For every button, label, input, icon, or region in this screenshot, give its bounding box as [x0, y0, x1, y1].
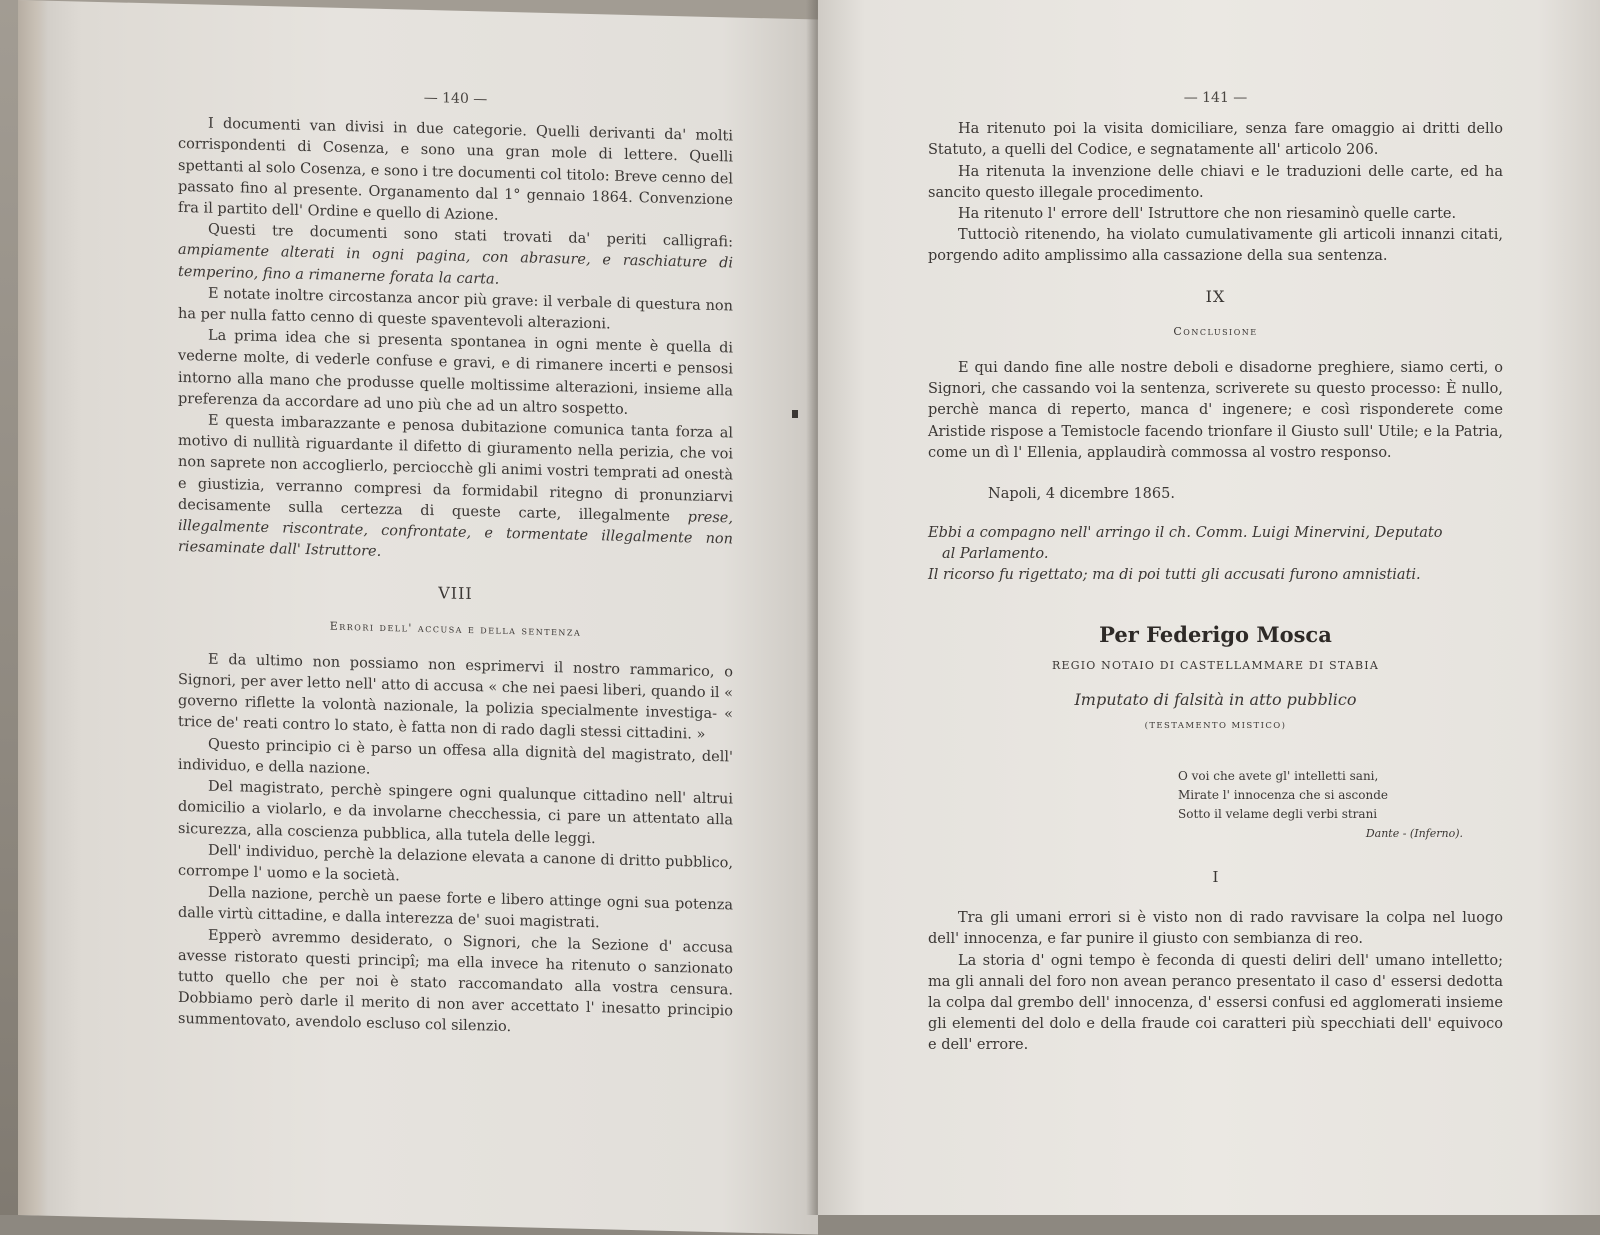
paragraph: E da ultimo non possiamo non esprimervi il nostro rammarico, o Signori, per aver letto nell' atto di accusa « che nei paesi liberi, quando il « governo riflette la volontà nazionale, la polizia specialmente investiga- « trice de' reati contro lo stato, è fatta non di rado dagli stessi cittadini. »	[178, 651, 733, 744]
note-line: Ebbi a compagno nell' arringo il ch. Comm. Luigi Minervini, Deputato	[928, 525, 1443, 542]
paragraph: Del magistrato, perchè spingere ogni qualunque cittadino nell' altrui domicilio a violarlo, e da involarne checchessia, ci pare un attentato alla sicurezza, alla coscienza pubblica, alla tutela delle leggi.	[178, 778, 733, 847]
section-title: Errori dell' accusa e della sentenza	[329, 619, 582, 639]
paragraph: Dell' individuo, perchè la delazione elevata a canone di dritto pubblico, corrompe l' uomo e la società.	[178, 842, 733, 885]
date-line: Napoli, 4 dicembre 1865.	[988, 486, 1175, 503]
left-page-content	[178, 82, 733, 1044]
paragraph: Ha ritenuto l' errore dell' Istruttore che non riesaminò quelle carte.	[958, 206, 1457, 223]
paragraph: E notate inoltre circostanza ancor più grave: il verbale di questura non ha per nulla fatto cenno di queste spaventevoli alterazioni.	[178, 285, 733, 333]
chapter-subheading: REGIO NOTAIO DI CASTELLAMMARE DI STABIA	[1052, 659, 1379, 673]
paragraph: Ha ritenuto poi la visita domiciliare, senza fare omaggio ai dritti dello Statuto, a quelli del Codice, e segnatamente all' articolo 206.	[928, 121, 1503, 159]
page-edges	[18, 0, 48, 1216]
paragraph: La storia d' ogni tempo è feconda di questi deliri dell' umano intelletto; ma gli annali del foro non avean peranco presentato il caso d' essersi dedotta la colpa dal grembo dell' innocenza, d' essersi confusi ed agglomerati insieme gli elementi del dolo e della fraude coi caratteri più specchiati dell' equivoco e dell' errore.	[928, 952, 1503, 1054]
section-number: I	[1212, 868, 1219, 887]
paragraph: Della nazione, perchè un paese forte e libero attinge ogni sua potenza dalle virtù cittadine, e dalla interezza de' suoi magistrati.	[178, 884, 733, 932]
italic-quote: ampiamente alterati in ogni pagina, con abrasure, e raschiature di temperino, fino a rimanerne forata la carta.	[178, 242, 733, 288]
paragraph-text: E questa imbarazzante e penosa dubitazione comunica tanta forza al motivo di nullità riguardante il difetto di giuramento nella perizia, che voi non saprete non accoglierlo, perciocchè gli animi vostri temprati ad onestà e giustizia, verranno compresi da formidabil ritegno di pronunziarvi decisamente sulla certezza di queste carte, illegalmente	[178, 412, 733, 525]
ink-mark	[792, 410, 798, 418]
paragraph: Ha ritenuta la invenzione delle chiavi e le traduzioni delle carte, ed ha sancito questo illegale procedimento.	[928, 163, 1503, 201]
chapter-italic-subtitle: Imputato di falsità in atto pubblico	[1074, 689, 1357, 709]
paragraph	[178, 410, 733, 572]
paragraph: Tuttociò ritenendo, ha violato cumulativamente gli articoli innanzi citati, porgendo adito amplissimo alla cassazione della sua sentenza.	[928, 227, 1503, 265]
paragraph-text: Questi tre documenti sono stati trovati da' periti calligrafi:	[208, 221, 733, 251]
footnote-block	[928, 523, 1503, 586]
paragraph: La prima idea che si presenta spontanea in ogni mente è quella di vederne molte, di vederle confuse e gravi, e di rimanere incerti e pensosi intorno alla mano che produsse quelle moltissime alterazioni, insieme alla preferenza da accordare ad uno più che ad un altro sospetto.	[178, 327, 733, 418]
section-title: Conclusione	[1173, 324, 1258, 338]
epigraph-attribution: Dante - (Inferno).	[1365, 827, 1463, 841]
paragraph: Epperò avremmo desiderato, o Signori, che la Sezione d' accusa avesse ristorato questi principî; ma ella invece ha ritenuto o sanzionato tutto quello che per noi è stato raccomandato alla vostra censura. Dobbiamo però darle il merito di non aver accettato l' inesatto principio summentovato, avendolo escluso col silenzio.	[178, 927, 733, 1036]
paragraph: Tra gli umani errori si è visto non di rado ravvisare la colpa nel luogo dell' innocenza, e far punire il giusto con sembianza di reo.	[928, 910, 1503, 948]
paragraph: E qui dando fine alle nostre deboli e disadorne preghiere, siamo certi, o Signori, che cassando voi la sentenza, scriverete su questo processo: È nullo, perchè manca di reperto, manca d' ingenere; e così risponderete come Aristide rispose a Temistocle facendo trionfare il Giusto sull' Utile; e la Patria, come un dì l' Ellenia, applaudirà commossa al vostro responso.	[928, 360, 1503, 461]
epigraph-line: O voi che avete gl' intelletti sani,	[1178, 769, 1379, 784]
note-line: al Parlamento.	[942, 546, 1049, 563]
section-number: IX	[1205, 286, 1226, 306]
page-number: — 141 —	[1183, 90, 1248, 106]
left-page	[18, 0, 818, 1235]
epigraph-line: Sotto il velame degli verbi strani	[1178, 807, 1378, 822]
italic-text: prese, illegalmente riscontrate, confrontate, e tormentate illegalmente non riesaminate dall' Istruttore.	[178, 509, 733, 561]
epigraph-line: Mirate l' innocenza che si asconde	[1178, 788, 1389, 803]
epigraph	[1178, 767, 1503, 843]
paragraph: Questo principio ci è parso un offesa alla dignità del magistrato, dell' individuo, e della nazione.	[178, 736, 733, 778]
chapter-heading: Per Federigo Mosca	[1099, 622, 1332, 648]
right-page	[818, 0, 1600, 1215]
paragraph: I documenti van divisi in due categorie. Quelli derivanti da' molti corrispondenti di Cosenza, e sono una gran mole di lettere. Quelli spettanti al solo Cosenza, e sono i tre documenti col titolo: Breve cenno del passato fino al presente. Organamento dal 1° gennaio 1864. Convenzione fra il partito dell' Ordine e quello di Azione.	[178, 115, 733, 224]
right-page-content	[928, 88, 1503, 1057]
chapter-parenthetical: (TESTAMENTO MISTICO)	[1144, 720, 1287, 731]
section-number: VIII	[438, 583, 473, 604]
note-line: Il ricorso fu rigettato; ma di poi tutti gli accusati furono amnistiati.	[928, 567, 1421, 584]
page-number: — 140 —	[423, 89, 488, 108]
